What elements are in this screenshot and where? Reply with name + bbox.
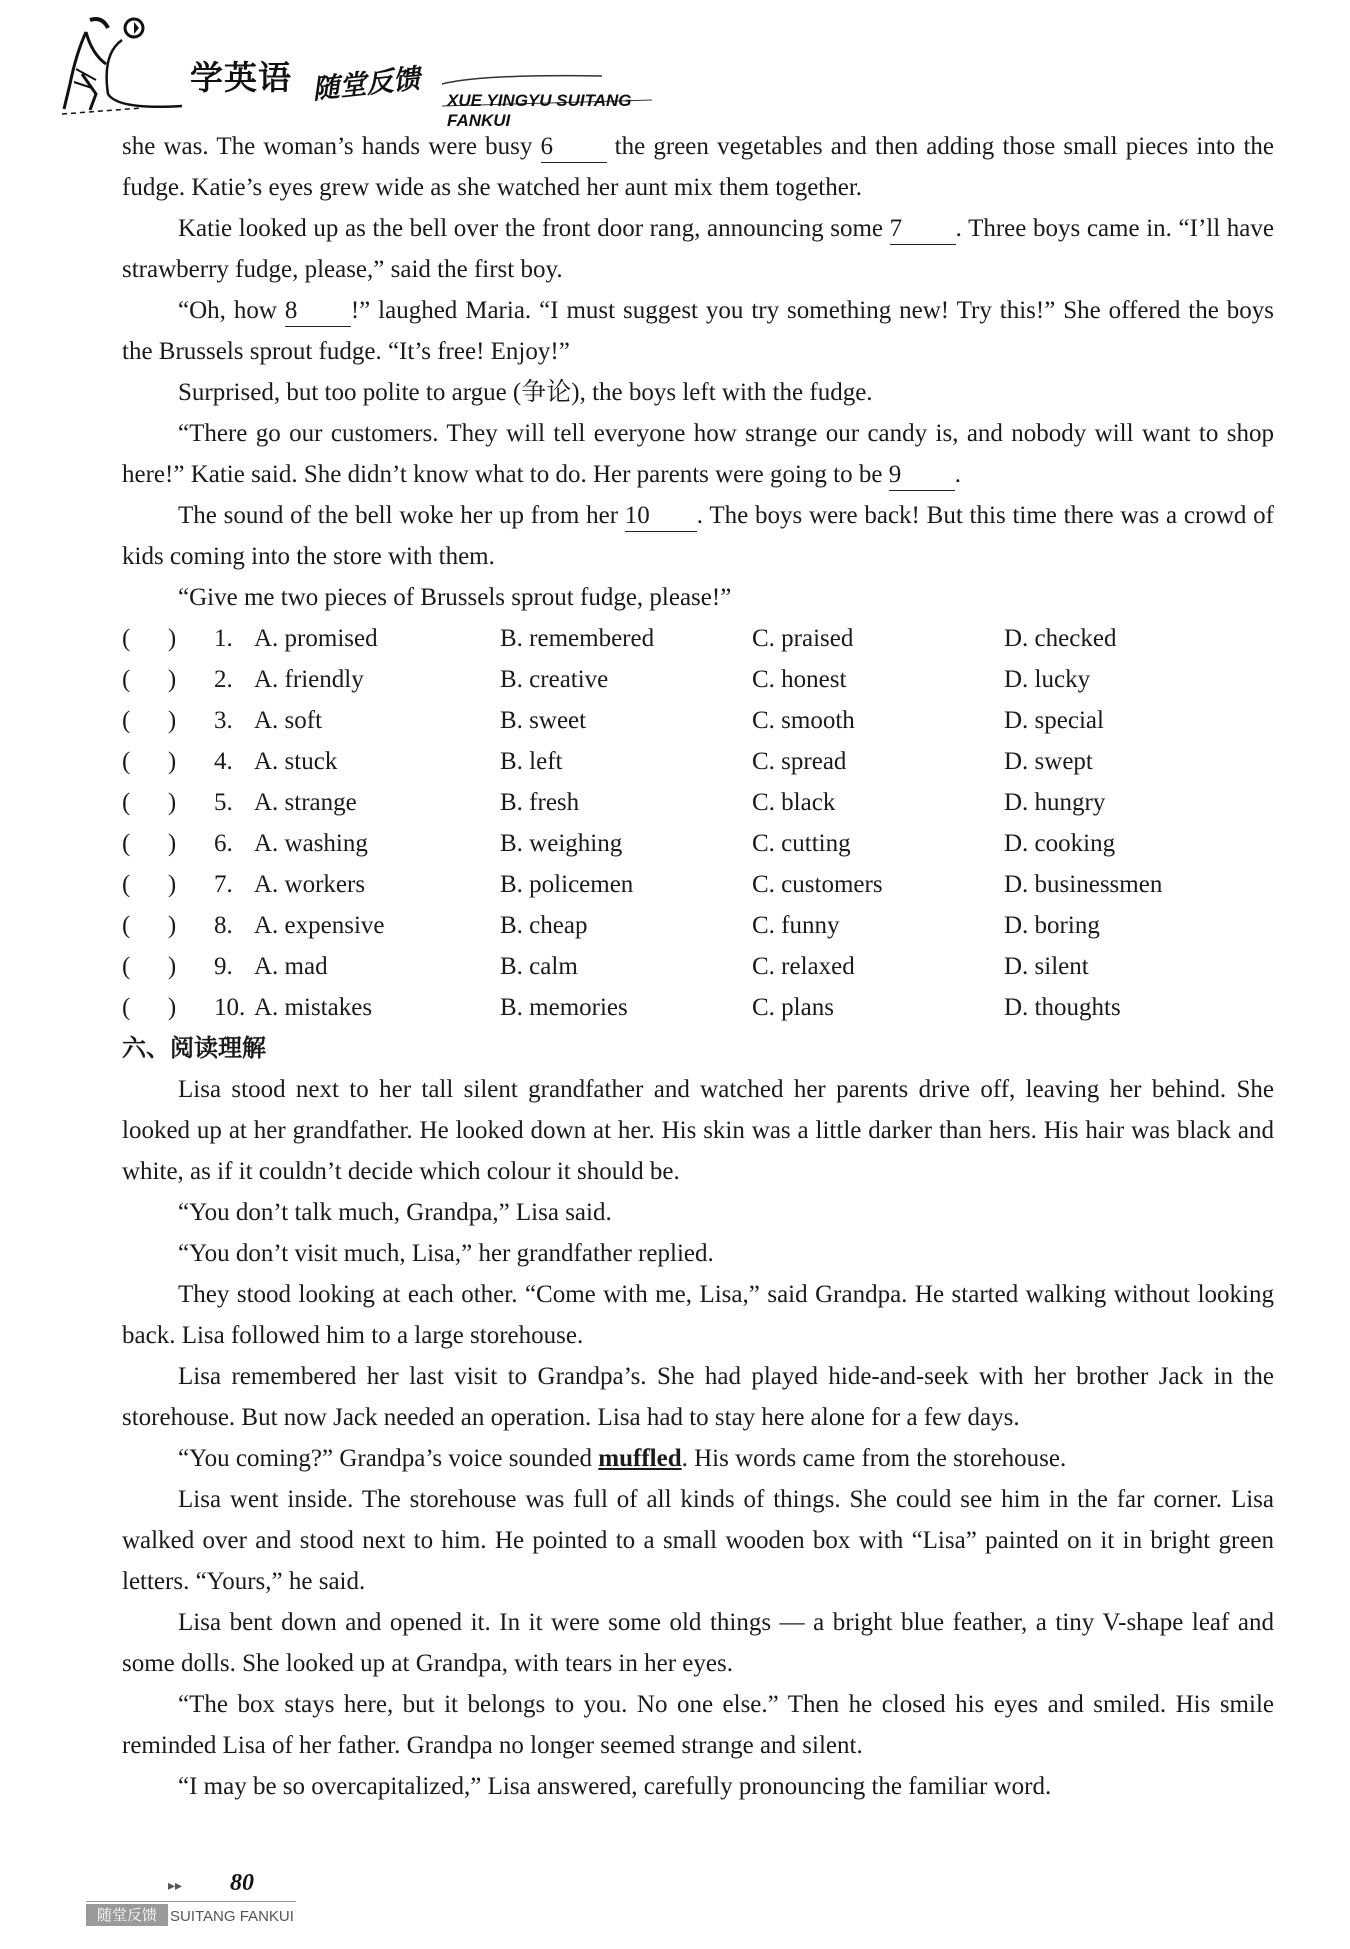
story-text: Katie looked up as the bell over the front door rang, announcing some	[178, 215, 890, 242]
answer-blank: 10	[625, 501, 697, 532]
reading-paragraph: “I may be so overcapitalized,” Lisa answered, carefully pronouncing the familiar word.	[178, 1773, 1052, 1800]
option-c: C. honest	[752, 666, 847, 693]
question-row	[122, 823, 1274, 864]
story-paragraph	[122, 413, 1274, 495]
brand-pinyin: XUE YINGYU SUITANG FANKUI	[447, 91, 632, 130]
question-number: 10.	[214, 994, 246, 1021]
answer-bracket[interactable]: ( )	[122, 994, 177, 1021]
story-paragraph	[122, 290, 1274, 372]
answer-bracket[interactable]: ( )	[122, 789, 177, 816]
footer-divider	[86, 1901, 296, 1902]
answer-blank: 8	[285, 296, 351, 327]
option-a: A. promised	[254, 625, 378, 652]
question-row	[122, 618, 1274, 659]
reading-paragraph: “You don’t talk much, Grandpa,” Lisa said.	[178, 1199, 612, 1226]
option-b: B. weighing	[500, 830, 623, 857]
question-number: 5.	[214, 789, 233, 816]
story-text: she was. The woman’s hands were busy	[122, 133, 541, 160]
reading-paragraph: Lisa stood next to her tall silent grandfather and watched her parents drive off, leaving her behind. She looked up at her grandfather. He looked down at her. His skin was a little darker than hers. His hair was black and white, as if it couldn’t decide which colour it should be.	[122, 1076, 1274, 1185]
reading-paragraph: Lisa bent down and opened it. In it were some old things — a bright blue feather, a tiny V-shape leaf and some dolls. She looked up at Grandpa, with tears in her eyes.	[122, 1609, 1274, 1677]
page-footer	[86, 1868, 306, 1928]
option-c: C. funny	[752, 912, 840, 939]
question-row	[122, 987, 1274, 1028]
option-b: B. memories	[500, 994, 628, 1021]
option-d: D. special	[1004, 707, 1104, 734]
story-paragraph	[122, 126, 1274, 208]
option-a: A. workers	[254, 871, 366, 898]
question-row	[122, 782, 1274, 823]
option-c: C. smooth	[752, 707, 855, 734]
key-word: muffled	[598, 1445, 682, 1472]
option-a: A. friendly	[254, 666, 364, 693]
story-text: .	[954, 461, 961, 488]
option-b: B. policemen	[500, 871, 634, 898]
answer-bracket[interactable]: ( )	[122, 871, 177, 898]
option-b: B. cheap	[500, 912, 588, 939]
question-number: 9.	[214, 953, 233, 980]
reading-paragraph: “The box stays here, but it belongs to you. No one else.” Then he closed his eyes and smiled. His smile reminded Lisa of her father. Grandpa no longer seemed strange and silent.	[122, 1691, 1274, 1759]
reading-paragraph: They stood looking at each other. “Come with me, Lisa,” said Grandpa. He started walking without looking back. Lisa followed him to a large storehouse.	[122, 1281, 1274, 1349]
answer-blank: 7	[890, 214, 956, 245]
option-d: D. hungry	[1004, 789, 1106, 816]
question-list	[122, 618, 1274, 1028]
footer-tag-english: SUITANG FANKUI	[170, 1908, 294, 1925]
question-number: 6.	[214, 830, 233, 857]
footer-tag: 随堂反馈	[86, 1904, 168, 1926]
option-a: A. stuck	[254, 748, 338, 775]
question-row	[122, 741, 1274, 782]
option-a: A. mistakes	[254, 994, 373, 1021]
answer-bracket[interactable]: ( )	[122, 830, 177, 857]
option-d: D. boring	[1004, 912, 1100, 939]
option-b: B. sweet	[500, 707, 587, 734]
option-a: A. washing	[254, 830, 368, 857]
question-row	[122, 864, 1274, 905]
option-b: B. calm	[500, 953, 578, 980]
answer-blank: 9	[889, 460, 955, 491]
option-d: D. lucky	[1004, 666, 1091, 693]
question-number: 4.	[214, 748, 233, 775]
question-number: 8.	[214, 912, 233, 939]
option-d: D. thoughts	[1004, 994, 1121, 1021]
option-c: C. relaxed	[752, 953, 855, 980]
reading-text: . His words came from the storehouse.	[681, 1445, 1067, 1472]
page-number: 80	[230, 1870, 254, 1896]
option-d: D. cooking	[1004, 830, 1116, 857]
option-d: D. swept	[1004, 748, 1093, 775]
story-text: . The boys were back! But this time there was a crowd of kids coming into the store with them.	[122, 502, 1274, 570]
story-text: the green vegetables and then adding those small pieces into the fudge. Katie’s eyes grew wide as she watched her aunt mix them together.	[122, 133, 1274, 201]
answer-blank: 6	[541, 132, 607, 163]
question-row	[122, 946, 1274, 987]
option-c: C. spread	[752, 748, 847, 775]
option-a: A. expensive	[254, 912, 385, 939]
option-c: C. plans	[752, 994, 834, 1021]
reading-text: “You coming?” Grandpa’s voice sounded	[178, 1445, 599, 1472]
reading-paragraph: Lisa remembered her last visit to Grandpa’s. She had played hide-and-seek with her brother Jack in the storehouse. But now Jack needed an operation. Lisa had to stay here alone for a few days.	[122, 1363, 1274, 1431]
option-a: A. mad	[254, 953, 328, 980]
story-paragraph	[122, 208, 1274, 290]
story-paragraph: “Give me two pieces of Brussels sprout fudge, please!”	[178, 584, 732, 611]
option-c: C. cutting	[752, 830, 851, 857]
brand-subtitle: 随堂反馈	[310, 63, 422, 106]
reading-paragraph	[122, 1438, 1274, 1479]
story-text: “Oh, how	[178, 297, 285, 324]
question-row	[122, 659, 1274, 700]
story-text: . Three boys came in. “I’ll have strawberry fudge, please,” said the first boy.	[122, 215, 1274, 283]
story-text: “There go our customers. They will tell everyone how strange our candy is, and nobody will want to shop here!” Katie said. She didn’t know what to do. Her parents were going to be	[122, 420, 1274, 488]
question-number: 1.	[214, 625, 233, 652]
answer-bracket[interactable]: ( )	[122, 912, 177, 939]
question-row	[122, 700, 1274, 741]
story-text: !” laughed Maria. “I must suggest you try something new! Try this!” She offered the boys the Brussels sprout fudge. “It’s free! Enjoy!”	[122, 297, 1274, 365]
reading-paragraph: Lisa went inside. The storehouse was full of all kinds of things. She could see him in the far corner. Lisa walked over and stood next to him. He pointed to a small wooden box with “Lisa” painted on it in bright green letters. “Yours,” he said.	[122, 1486, 1274, 1595]
question-row	[122, 905, 1274, 946]
option-c: C. black	[752, 789, 836, 816]
story-paragraph	[122, 495, 1274, 577]
reading-paragraph: “You don’t visit much, Lisa,” her grandfather replied.	[178, 1240, 714, 1267]
story-paragraph: Surprised, but too polite to argue (争论), the boys left with the fudge.	[178, 379, 873, 406]
option-a: A. soft	[254, 707, 323, 734]
option-d: D. checked	[1004, 625, 1117, 652]
answer-bracket[interactable]: ( )	[122, 625, 177, 652]
question-number: 7.	[214, 871, 233, 898]
answer-bracket[interactable]: ( )	[122, 748, 177, 775]
answer-bracket[interactable]: ( )	[122, 953, 177, 980]
option-d: D. silent	[1004, 953, 1089, 980]
option-c: C. customers	[752, 871, 883, 898]
arrow-icon: ▸▸	[168, 1878, 183, 1894]
option-b: B. creative	[500, 666, 609, 693]
question-number: 2.	[214, 666, 233, 693]
option-c: C. praised	[752, 625, 854, 652]
question-number: 3.	[214, 707, 233, 734]
page-header	[62, 14, 682, 130]
main-content	[122, 126, 1274, 1807]
story-text: The sound of the bell woke her up from her	[178, 502, 625, 529]
option-b: B. remembered	[500, 625, 655, 652]
answer-bracket[interactable]: ( )	[122, 666, 177, 693]
option-b: B. fresh	[500, 789, 580, 816]
option-a: A. strange	[254, 789, 357, 816]
section-title: 六、阅读理解	[122, 1034, 266, 1062]
option-b: B. left	[500, 748, 563, 775]
brand-title: 学英语	[190, 58, 292, 97]
option-d: D. businessmen	[1004, 871, 1163, 898]
answer-bracket[interactable]: ( )	[122, 707, 177, 734]
